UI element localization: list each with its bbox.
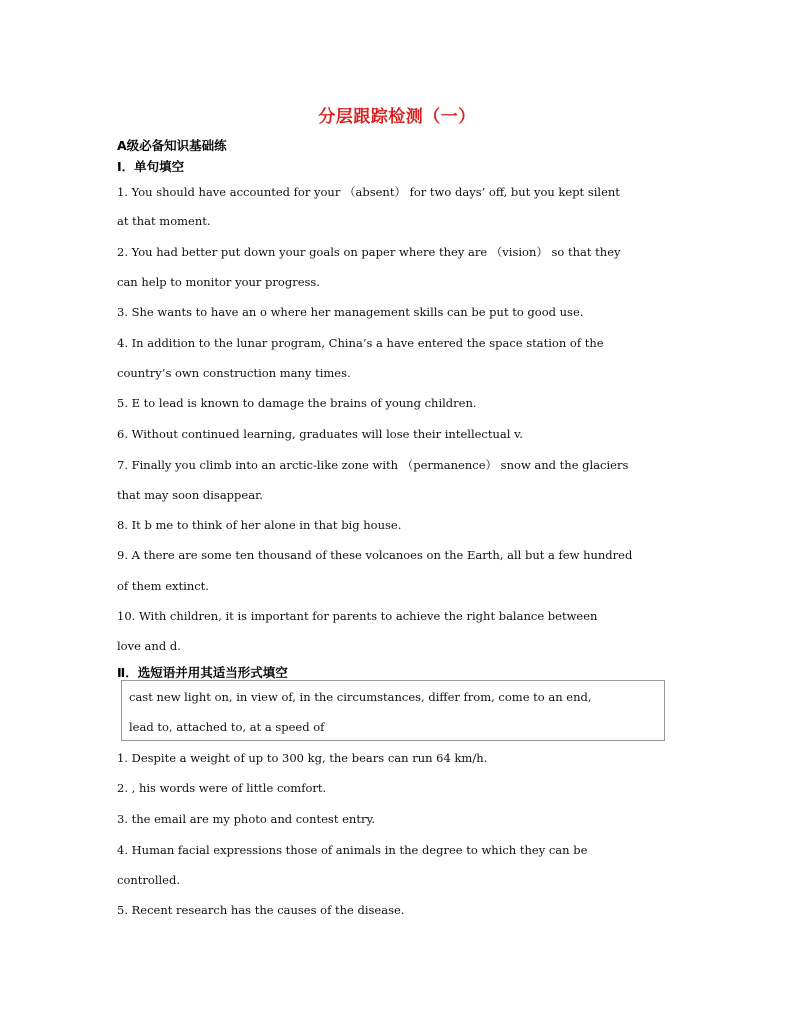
question-line: 2. , his words were of little comfort. — [117, 781, 327, 795]
phrase-box — [121, 680, 665, 741]
question-line: 4. In addition to the lunar program, China’s a have entered the space station of the — [117, 336, 604, 350]
question-line: controlled. — [117, 873, 180, 887]
question-line: 4. Human facial expressions those of animals in the degree to which they can be — [117, 843, 588, 857]
question-line: 9. A there are some ten thousand of these volcanoes on the Earth, all but a few hundred — [117, 548, 633, 562]
question-line: 10. With children, it is important for parents to achieve the right balance between — [117, 609, 598, 623]
question-line: love and d. — [117, 639, 181, 653]
question-line: 3. She wants to have an o where her management skills can be put to good use. — [117, 305, 584, 319]
question-line: at that moment. — [117, 214, 211, 228]
level-heading: A级必备知识基础练 — [117, 138, 227, 153]
question-line: that may soon disappear. — [117, 488, 263, 502]
phrase-box-line: lead to, attached to, at a speed of — [129, 720, 325, 734]
question-line: country’s own construction many times. — [117, 366, 351, 380]
question-line: 1. You should have accounted for your （absent） for two days’ off, but you kept silent — [117, 185, 620, 199]
page-title: 分层跟踪检测（一） — [318, 107, 476, 127]
section1-heading: Ⅰ．单句填空 — [117, 159, 185, 174]
question-line: 3. the email are my photo and contest entry. — [117, 812, 376, 826]
question-line: 2. You had better put down your goals on paper where they are （vision） so that they — [117, 245, 621, 259]
question-line: 7. Finally you climb into an arctic-like zone with （permanence） snow and the glaciers — [117, 458, 629, 472]
question-line: 6. Without continued learning, graduates will lose their intellectual v. — [117, 427, 523, 441]
question-line: 8. It b me to think of her alone in that big house. — [117, 518, 402, 532]
question-line: of them extinct. — [117, 579, 209, 593]
question-line: can help to monitor your progress. — [117, 275, 320, 289]
phrase-box-line: cast new light on, in view of, in the circumstances, differ from, come to an end, — [129, 690, 592, 704]
question-line: 1. Despite a weight of up to 300 kg, the bears can run 64 km/h. — [117, 751, 488, 765]
section2-heading: Ⅱ．选短语并用其适当形式填空 — [117, 665, 288, 680]
question-line: 5. Recent research has the causes of the disease. — [117, 903, 405, 917]
question-line: 5. E to lead is known to damage the brains of young children. — [117, 396, 477, 410]
